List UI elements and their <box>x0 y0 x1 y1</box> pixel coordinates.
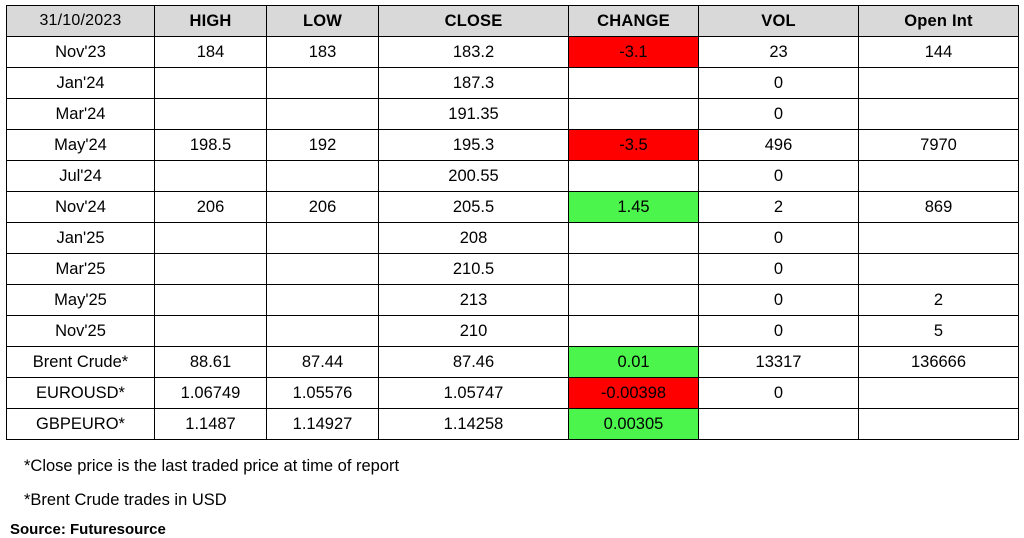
row-label: Nov'25 <box>7 316 155 347</box>
cell-low: 1.14927 <box>267 409 379 440</box>
cell-change <box>569 161 699 192</box>
cell-high: 206 <box>155 192 267 223</box>
cell-high: 1.1487 <box>155 409 267 440</box>
cell-vol: 0 <box>699 254 859 285</box>
cell-change: 0.00305 <box>569 409 699 440</box>
cell-vol: 0 <box>699 378 859 409</box>
cell-vol: 2 <box>699 192 859 223</box>
cell-vol: 0 <box>699 285 859 316</box>
column-header-date: 31/10/2023 <box>7 6 155 37</box>
table-row <box>7 347 1019 378</box>
column-header-high: HIGH <box>155 6 267 37</box>
cell-low <box>267 316 379 347</box>
cell-open-int: 869 <box>859 192 1019 223</box>
cell-close: 183.2 <box>379 37 569 68</box>
column-header-low: LOW <box>267 6 379 37</box>
cell-low <box>267 223 379 254</box>
cell-high <box>155 68 267 99</box>
cell-close: 210 <box>379 316 569 347</box>
row-label: Jan'25 <box>7 223 155 254</box>
cell-change: -3.5 <box>569 130 699 161</box>
header-row <box>7 6 1019 37</box>
row-label: Jul'24 <box>7 161 155 192</box>
cell-open-int <box>859 68 1019 99</box>
table-row <box>7 409 1019 440</box>
row-label: Nov'23 <box>7 37 155 68</box>
cell-open-int <box>859 161 1019 192</box>
row-label: May'24 <box>7 130 155 161</box>
cell-change <box>569 285 699 316</box>
cell-open-int <box>859 223 1019 254</box>
cell-change <box>569 316 699 347</box>
cell-high <box>155 161 267 192</box>
cell-high: 1.06749 <box>155 378 267 409</box>
cell-change: 1.45 <box>569 192 699 223</box>
table-row <box>7 254 1019 285</box>
cell-close: 200.55 <box>379 161 569 192</box>
cell-low: 1.05576 <box>267 378 379 409</box>
cell-high <box>155 285 267 316</box>
cell-low: 183 <box>267 37 379 68</box>
table-row <box>7 161 1019 192</box>
cell-high <box>155 99 267 130</box>
cell-change: -3.1 <box>569 37 699 68</box>
row-label: Mar'25 <box>7 254 155 285</box>
cell-vol <box>699 409 859 440</box>
table-header <box>7 6 1019 37</box>
row-label: Brent Crude* <box>7 347 155 378</box>
column-header-vol: VOL <box>699 6 859 37</box>
cell-open-int <box>859 378 1019 409</box>
cell-vol: 0 <box>699 99 859 130</box>
cell-open-int: 7970 <box>859 130 1019 161</box>
cell-low <box>267 285 379 316</box>
cell-change: -0.00398 <box>569 378 699 409</box>
cell-vol: 0 <box>699 223 859 254</box>
cell-vol: 0 <box>699 161 859 192</box>
cell-open-int: 2 <box>859 285 1019 316</box>
cell-open-int <box>859 254 1019 285</box>
cell-close: 1.14258 <box>379 409 569 440</box>
source-line: Source: Futuresource <box>10 521 166 538</box>
cell-low <box>267 161 379 192</box>
cell-change <box>569 223 699 254</box>
note-brent-crude: *Brent Crude trades in USD <box>24 490 227 509</box>
cell-close: 205.5 <box>379 192 569 223</box>
cell-close: 1.05747 <box>379 378 569 409</box>
column-header-open-int: Open Int <box>859 6 1019 37</box>
table-row <box>7 285 1019 316</box>
column-header-change: CHANGE <box>569 6 699 37</box>
cell-high: 184 <box>155 37 267 68</box>
cell-close: 195.3 <box>379 130 569 161</box>
cell-change <box>569 68 699 99</box>
cell-low <box>267 99 379 130</box>
cell-close: 213 <box>379 285 569 316</box>
cell-change <box>569 254 699 285</box>
cell-close: 191.35 <box>379 99 569 130</box>
cell-high: 88.61 <box>155 347 267 378</box>
table-row <box>7 378 1019 409</box>
cell-vol: 0 <box>699 316 859 347</box>
row-label: May'25 <box>7 285 155 316</box>
row-label: GBPEURO* <box>7 409 155 440</box>
cell-close: 210.5 <box>379 254 569 285</box>
cell-change <box>569 99 699 130</box>
table-row <box>7 192 1019 223</box>
futures-price-table <box>6 5 1019 440</box>
cell-open-int: 136666 <box>859 347 1019 378</box>
cell-open-int: 5 <box>859 316 1019 347</box>
cell-open-int <box>859 99 1019 130</box>
row-label: Jan'24 <box>7 68 155 99</box>
cell-low: 206 <box>267 192 379 223</box>
cell-change: 0.01 <box>569 347 699 378</box>
cell-open-int: 144 <box>859 37 1019 68</box>
cell-high: 198.5 <box>155 130 267 161</box>
table-body <box>7 37 1019 440</box>
table-row <box>7 130 1019 161</box>
cell-close: 87.46 <box>379 347 569 378</box>
table-row <box>7 316 1019 347</box>
cell-vol: 496 <box>699 130 859 161</box>
cell-close: 187.3 <box>379 68 569 99</box>
cell-vol: 23 <box>699 37 859 68</box>
cell-low: 192 <box>267 130 379 161</box>
cell-low <box>267 68 379 99</box>
table-row <box>7 68 1019 99</box>
table-row <box>7 223 1019 254</box>
row-label: Nov'24 <box>7 192 155 223</box>
cell-low: 87.44 <box>267 347 379 378</box>
cell-high <box>155 223 267 254</box>
notes-block <box>6 454 1018 538</box>
cell-vol: 0 <box>699 68 859 99</box>
cell-close: 208 <box>379 223 569 254</box>
table-row <box>7 37 1019 68</box>
row-label: Mar'24 <box>7 99 155 130</box>
cell-high <box>155 316 267 347</box>
row-label: EUROUSD* <box>7 378 155 409</box>
table-row <box>7 99 1019 130</box>
cell-low <box>267 254 379 285</box>
cell-open-int <box>859 409 1019 440</box>
cell-high <box>155 254 267 285</box>
note-close-price: *Close price is the last traded price at time of report <box>24 457 400 475</box>
cell-vol: 13317 <box>699 347 859 378</box>
column-header-close: CLOSE <box>379 6 569 37</box>
